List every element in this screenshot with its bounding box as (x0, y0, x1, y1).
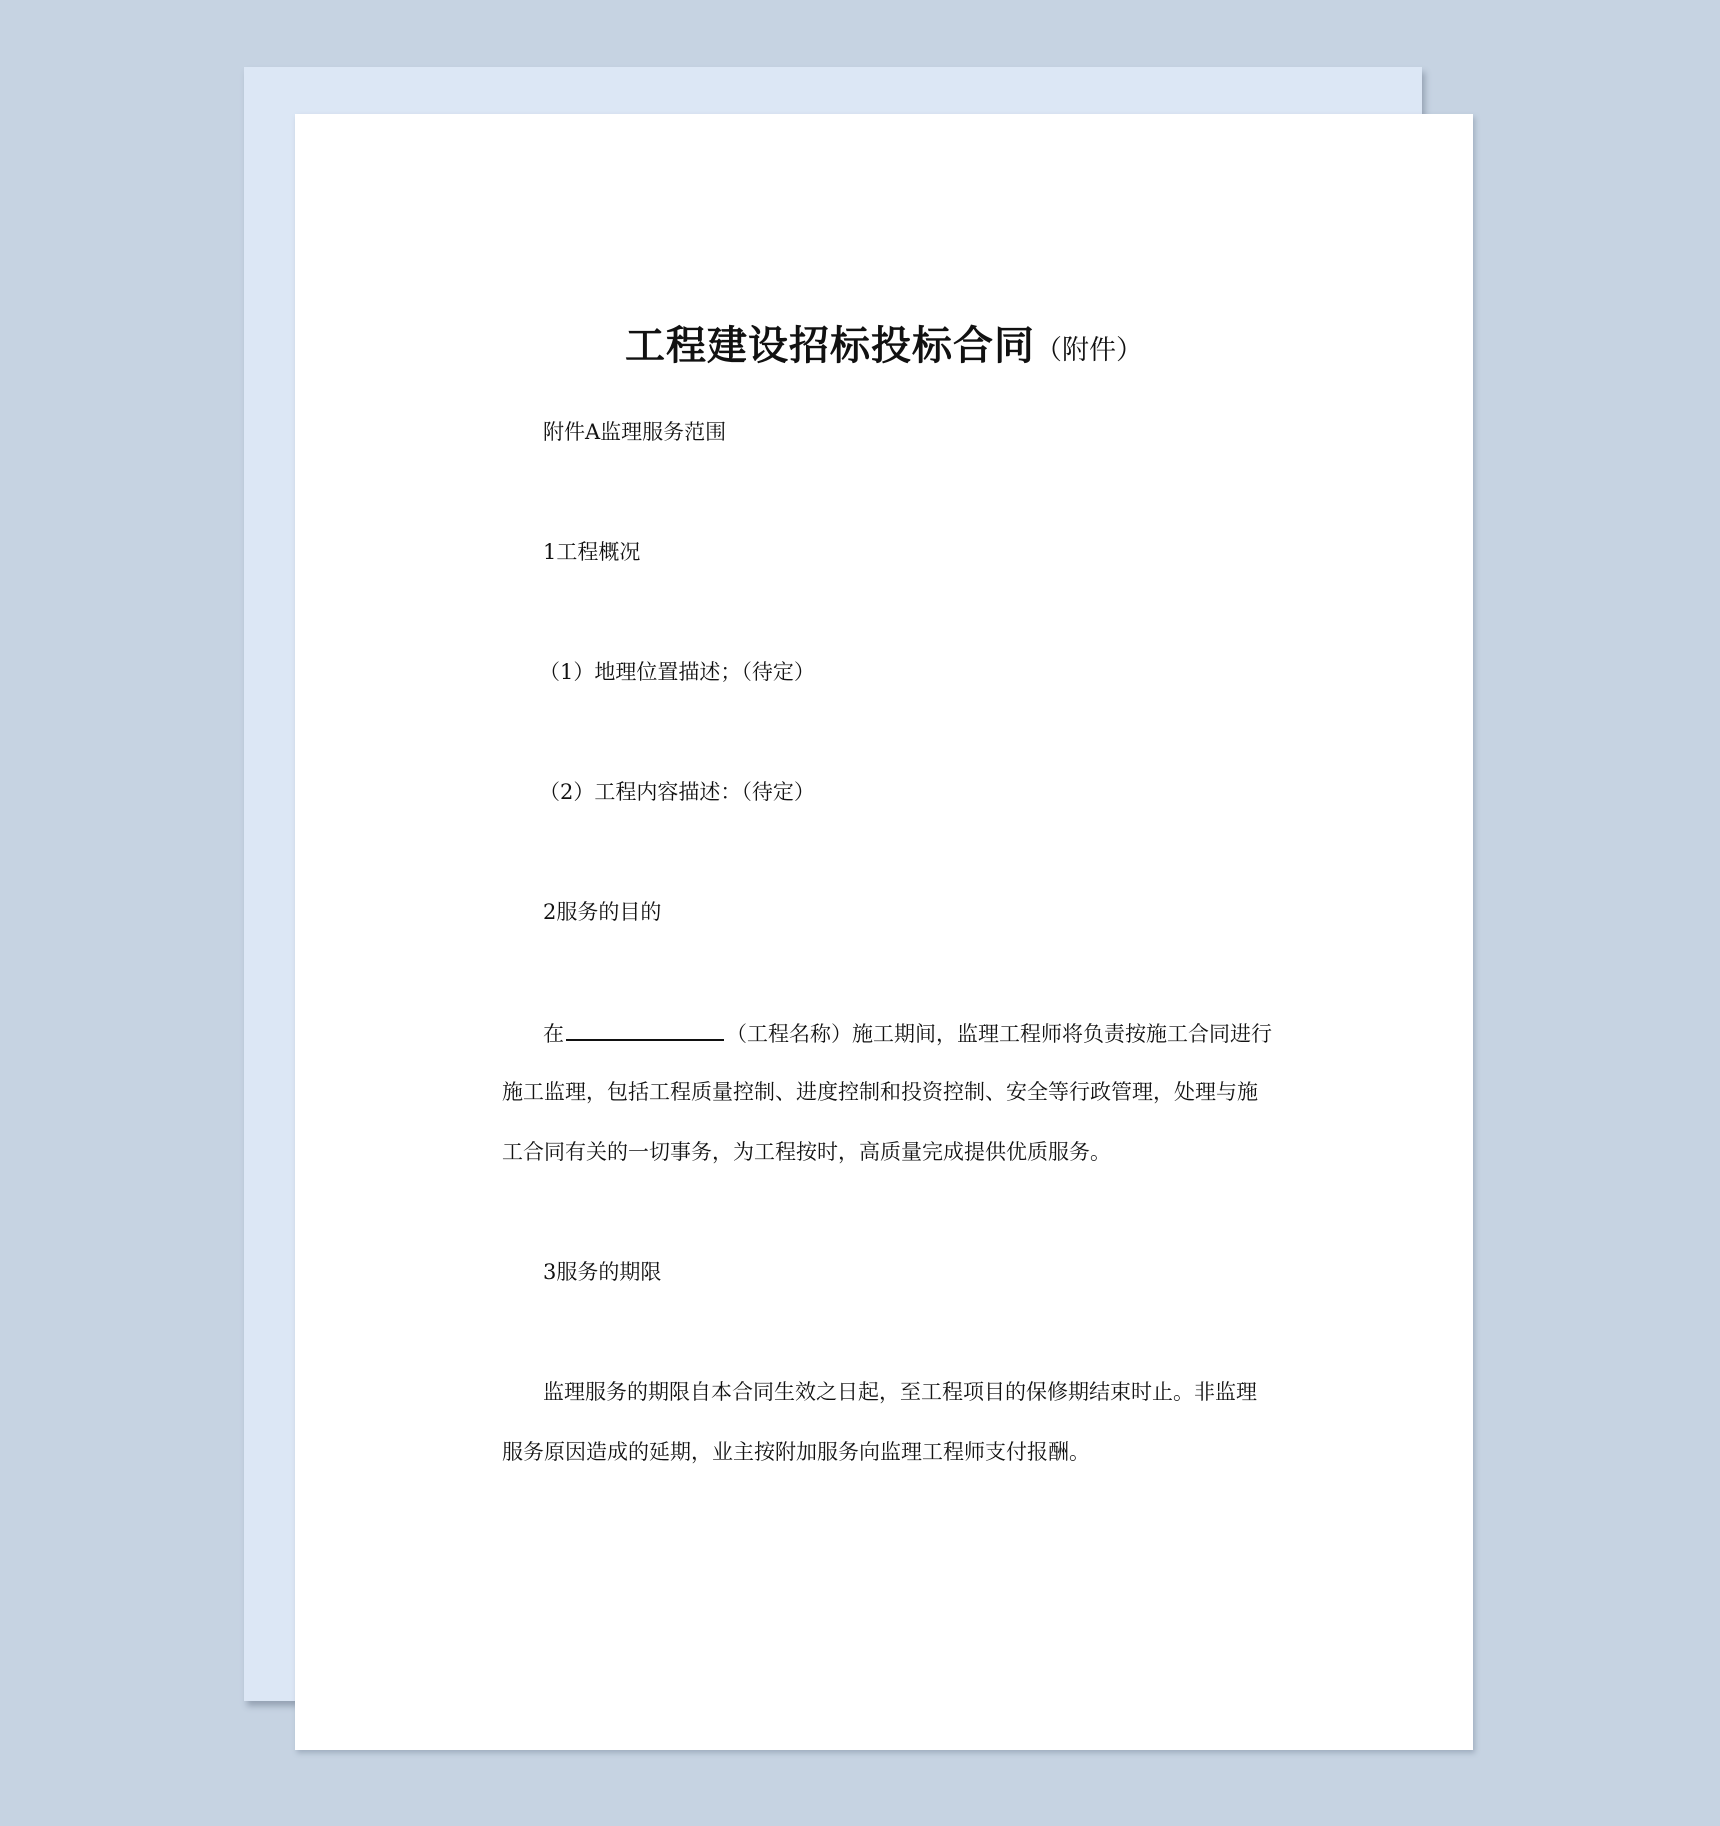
annex-heading: 附件A监理服务范围 (543, 420, 727, 444)
title-suffix: （附件） (1035, 335, 1143, 366)
document-page (295, 114, 1473, 1750)
paragraph-1-line-2: 施工监理，包括工程质量控制、进度控制和投资控制、安全等行政管理，处理与施 (502, 1080, 1258, 1104)
paragraph-1-prefix: 在 (543, 1022, 564, 1046)
section-3-heading: 3服务的期限 (543, 1260, 662, 1284)
list-item-1: （1）地理位置描述；（待定） (539, 660, 815, 684)
project-name-blank (566, 1017, 724, 1041)
paragraph-2-line-2: 服务原因造成的延期，业主按附加服务向监理工程师支付报酬。 (502, 1440, 1090, 1464)
paragraph-2-line-1: 监理服务的期限自本合同生效之日起，至工程项目的保修期结束时止。非监理 (543, 1380, 1257, 1404)
list-item-2: （2）工程内容描述：（待定） (539, 780, 815, 804)
section-1-heading: 1工程概况 (543, 540, 641, 564)
section-2-heading: 2服务的目的 (543, 900, 662, 924)
paragraph-1-line-1 (543, 1017, 1272, 1049)
paragraph-1-line-3: 工合同有关的一切事务，为工程按时，高质量完成提供优质服务。 (502, 1140, 1111, 1164)
title-main: 工程建设招标投标合同 (625, 323, 1035, 369)
document-title (295, 314, 1473, 371)
paragraph-1-line-1-text: （工程名称）施工期间，监理工程师将负责按施工合同进行 (726, 1022, 1272, 1046)
